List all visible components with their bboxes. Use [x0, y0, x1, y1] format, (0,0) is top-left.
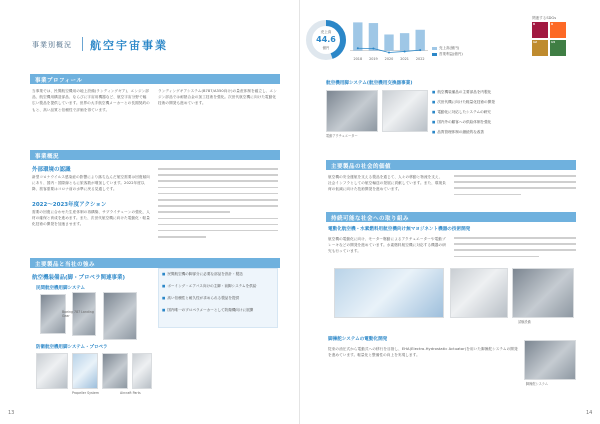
gear-photo-2: [382, 90, 428, 132]
sales-bar: [369, 23, 378, 51]
gear-photo-1: [326, 90, 378, 132]
caption-propeller: Propeller System: [72, 391, 99, 395]
caption-parts: Aircraft Parts: [120, 391, 141, 395]
social-value-text: 航空機の安全運航を支える製品を通じて、人々の移動と物流を支え、社会インフラとしての航空輸送の発展に貢献しています。また、環境負荷の低減に向けた技術開発を進めています。: [328, 175, 446, 192]
sdg-13-icon: 13: [550, 40, 566, 56]
page-number-left: 13: [8, 410, 15, 416]
social-value-heading: 主要製品の社会的価値: [326, 160, 576, 170]
social-value-text-col2: [454, 175, 576, 201]
profit-point: [419, 49, 421, 51]
x-tick-label: 2019: [369, 57, 378, 61]
overview-text-col2: [158, 168, 278, 248]
electric-item: ■ 次世代機に向けた軽量化技術の開発: [432, 100, 572, 105]
steering-photo: [524, 340, 576, 380]
sales-bar: [384, 34, 393, 50]
profit-point: [388, 52, 390, 54]
page-number-right: 14: [586, 410, 593, 416]
profile-text-col2: ランディングギアシステム(B787/A350向け)の量産体制を確立し、エンジン部品では耐熱合金の加工技術を強化。次世代航空機に向けた電動化技術の開発も進めています。: [158, 89, 277, 106]
profile-text-col1: 当事業では、民間航空機用の地上設備(ランディングギア)、エンジン部品、航空機用構造部品、ならびに宇宙用機器など、航空宇宙分野で幅広い製品を提供しています。世界の大手航空機メーカーとの長期契約のもと、高い品質と信頼性で評価を得ています。: [32, 89, 150, 112]
overview-heading: 事業概況: [30, 150, 280, 160]
profit-point: [372, 47, 374, 49]
steering-text: 従来の油圧式から電動式への移行を目指し、EHA(Electro-Hydrostatic Actuator)を用いた脚操舵システムの開発を進めています。軽量化と整備性の向上を実現します。: [328, 347, 518, 358]
motor-text-col2: [454, 237, 576, 263]
section-label: 事業別概況: [32, 41, 72, 49]
electric-item: ■ 航空機装備品の主要部品を内製化: [432, 90, 572, 95]
page-title: 航空宇宙事業: [90, 39, 168, 52]
strength-item: ■ 国内唯一のプロペラメーカーとして防衛機向けに展開: [162, 308, 276, 313]
sdg-9-icon: 9: [550, 22, 566, 38]
profile-heading: 事業プロフィール: [30, 74, 280, 84]
motor-photo: [450, 268, 508, 318]
caption-test: 試験設備: [518, 320, 531, 324]
motor-subheading: 電動化航空機・水素燃料用航空機向け無マヨジネント機器の技術開発: [328, 227, 471, 232]
sdg-8-icon: 8: [532, 22, 548, 38]
aircraft-subheading: 航空機装備品(脚・プロペラ関連事業): [32, 275, 126, 281]
donut-label: 売上高: [320, 30, 332, 34]
environment-subheading: 外部環境の認識: [32, 167, 71, 173]
sales-bar: [416, 30, 425, 51]
header-divider: [82, 37, 83, 51]
strength-item: ■ 民間航空機の脚部分に必要な部品を設計・製造: [162, 272, 276, 277]
legend-sales: 売上高(億円): [432, 46, 459, 51]
environment-text: 新型コロナウイルス感染症の影響により落ち込んだ航空需要は回復傾向にあり、国内・国際線ともに旅客数が増加しています。2022年度以降、旅客需要はコロナ前の水準に戻る見通しです。: [32, 175, 150, 192]
caption-landing-gear: Boeing 787 Landing Gear: [62, 310, 94, 318]
factory-photo: [102, 353, 128, 389]
electric-heading: 航空機用脚システム(航空機用交換器事業): [326, 81, 413, 86]
propeller-photo: [72, 353, 98, 389]
sustainability-heading: 持続可能な社会への取り組み: [326, 212, 576, 222]
x-tick-label: 2022: [415, 57, 425, 61]
steering-subheading: 脚操舵システムの電動化開発: [328, 337, 388, 342]
test-equipment-photo: [334, 268, 444, 318]
caption-actuator: 電動アクチュエーター: [326, 134, 358, 138]
motor-text: 航空機の電動化に向け、モーター駆動によるアクチュエーターや電動ブレーキなどの開発を進めています。水素燃料航空機に対応する機器の研究も行っています。: [328, 237, 446, 254]
test-rig-photo: [512, 268, 574, 318]
part-photo: [132, 353, 152, 389]
landing-gear-subheading: 民間航空機用脚システム: [36, 286, 86, 291]
x-tick-label: 2021: [400, 57, 409, 61]
profit-point: [357, 47, 359, 49]
strength-item: ■ ボーイング・エアバス向けの主脚・前脚システムを供給: [162, 284, 276, 289]
sales-bar: [400, 33, 409, 50]
products-heading: 主要製品と当社の強み: [30, 258, 280, 268]
legend-profit: 営業利益(億円): [432, 52, 463, 57]
action-subheading: 2022～2023年度アクション: [32, 202, 107, 208]
electric-item: ■ 電動化に対応したシステムの研究: [432, 110, 572, 115]
profit-point: [404, 50, 406, 52]
x-tick-label: 2018: [353, 57, 363, 61]
sales-chart: [346, 14, 430, 62]
propeller-subheading: 防衛航空機用脚システム・プロペラ: [36, 345, 108, 350]
action-text: 需要の回復に合わせた生産体制の再構築、サプライチェーンの強化、人材の確保と育成を進めます。また、次世代航空機に向けた電動化・軽量化技術の開発を加速させます。: [32, 210, 150, 227]
donut-value: 44.6: [316, 35, 336, 44]
sdgs-title: 関連するSDGs: [532, 16, 557, 20]
x-tick-label: 2020: [384, 57, 394, 61]
electric-item: ■ 国内外の顧客への供給体制を強化: [432, 120, 572, 125]
landing-gear-photo-3: [103, 292, 137, 340]
donut-unit: 億円: [322, 46, 330, 50]
electric-item: ■ 品質管理体制の継続的な改善: [432, 130, 572, 135]
sales-bar: [353, 22, 362, 50]
aircraft-photo: [36, 353, 68, 389]
strength-item: ■ 高い信頼性と耐久性が求められる製品を提供: [162, 296, 276, 301]
sdg-12-icon: 12: [532, 40, 548, 56]
caption-steering: 脚操舵システム: [526, 382, 548, 386]
